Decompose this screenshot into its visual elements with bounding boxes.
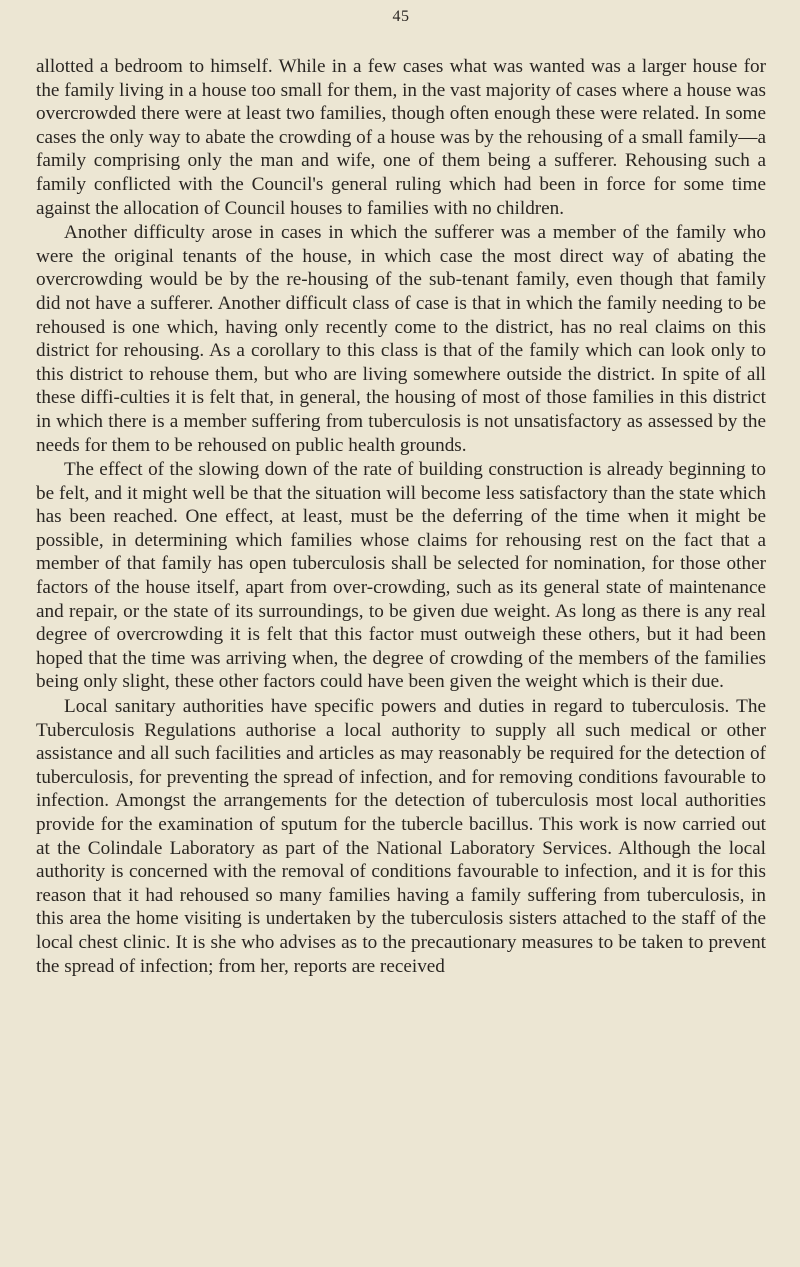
paragraph-3: The effect of the slowing down of the rate of building construction is already beginning to be felt, and it might well be that the situation will become less satisfactory than the state which has been reached. One effect, at least, must be the deferring of the time when it might be possible, in determining which families whose claims for rehousing rest on the fact that a member of that family has open tuberculosis shall be selected for nomination, for those other factors of the house itself, apart from over-crowding, such as its general state of maintenance and repair, or the state of its surroundings, to be given due weight. As long as there is any real degree of overcrowding it is felt that this factor must outweigh these others, but it had been hoped that the time was arriving when, the degree of crowding of the members of the families being only slight, these other factors could have been given the weight which is their due.	[36, 459, 766, 693]
paragraph-2: Another difficulty arose in cases in which the sufferer was a member of the family who were the original tenants of the house, in which case the most direct way of abating the overcrowding would be by the re-housing of the sub-tenant family, even though that family did not have a sufferer. Another difficult class of case is that in which the family needing to be rehoused is one which, having only recently come to the district, has no real claims on this district for rehousing. As a corollary to this class is that of the family which can look only to this district to rehouse them, but who are living somewhere outside the district. In spite of all these diffi-culties it is felt that, in general, the housing of most of those families in this district in which there is a member suffering from tuberculosis is not unsatisfactory as assessed by the needs for them to be rehoused on public health grounds.	[36, 222, 766, 456]
paragraph-4: Local sanitary authorities have specific powers and duties in regard to tuberculosis. The Tuberculosis Regulations authorise a local authority to supply all such medical or other assistance and all such facilities and articles as may reasonably be required for the detection of tuberculosis, for preventing the spread of infection, and for removing conditions favourable to infection. Amongst the arrangements for the detection of tuberculosis most local authorities provide for the examination of sputum for the tubercle bacillus. This work is now carried out at the Colindale Laboratory as part of the National Laboratory Services. Although the local authority is concerned with the removal of conditions favourable to infection, and it is for this reason that it had rehoused so many families having a family suffering from tuberculosis, in this area the home visiting is undertaken by the tuberculosis sisters attached to the staff of the local chest clinic. It is she who advises as to the precautionary measures to be taken to prevent the spread of infection; from her, reports are received	[36, 696, 766, 977]
paragraph-1: allotted a bedroom to himself. While in a few cases what was wanted was a larger house for the family living in a house too small for them, in the vast majority of cases where a house was overcrowded there were at least two families, though often enough these were related. In some cases the only way to abate the crowding of a house was by the rehousing of a small family—a family comprising only the man and wife, one of them being a sufferer. Rehousing such a family conflicted with the Council's general ruling which had been in force for some time against the allocation of Council houses to families with no children.	[36, 56, 767, 219]
page-number: 45	[392, 8, 410, 25]
